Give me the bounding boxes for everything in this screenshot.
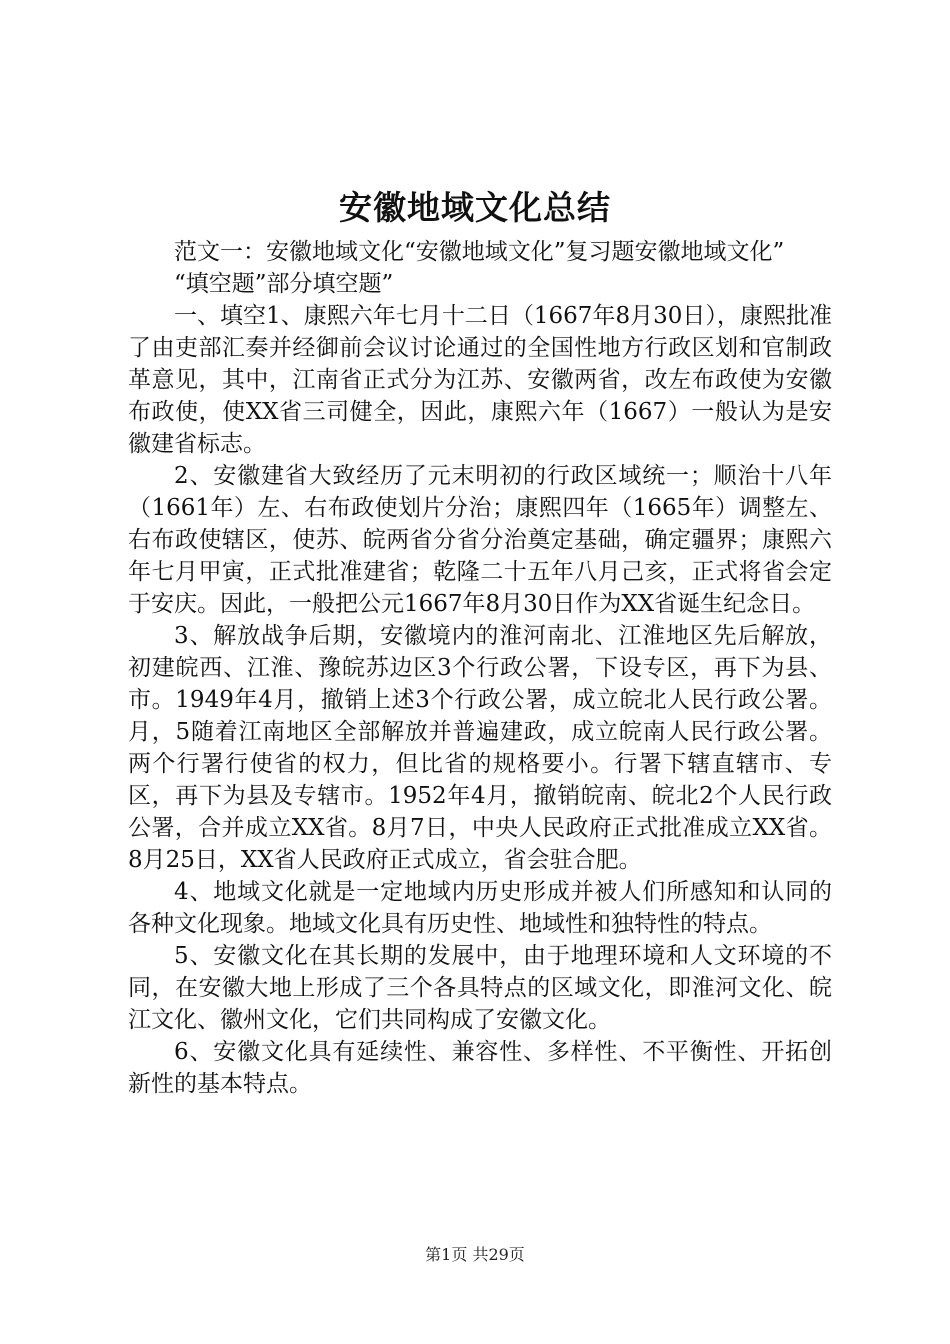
paragraph-item-2: 2、安徽建省大致经历了元末明初的行政区域统一；顺治十八年（1661年）左、右布政使划片分治；康熙四年（1665年）调整左、右布政使辖区，使苏、皖两省分省分治奠定基础，确定疆界；康熙六年七月甲寅，正式批准建省；乾隆二十五年八月己亥，正式将省会定于安庆。因此，一般把公元1667年8月30日作为XX省诞生纪念日。	[128, 463, 832, 617]
page-number-footer: 第1页 共29页	[425, 1245, 525, 1264]
paragraph-item-1: 一、填空1、康熙六年七月十二日（1667年8月30日），康熙批准了由吏部汇奏并经御前会议讨论通过的全国性地方行政区划和官制政革意见，其中，江南省正式分为江苏、安徽两省，改左布政使为安徽布政使，使XX省三司健全，因此，康熙六年（1667）一般认为是安徽建省标志。	[128, 303, 832, 457]
paragraph-item-6: 6、安徽文化具有延续性、兼容性、多样性、不平衡性、开拓创新性的基本特点。	[128, 1039, 832, 1097]
document-body	[128, 236, 832, 1100]
paragraph-item-3: 3、解放战争后期，安徽境内的淮河南北、江淮地区先后解放，初建皖西、江淮、豫皖苏边区3个行政公署，下设专区，再下为县、市。1949年4月，撤销上述3个行政公署，成立皖北人民行政公署。月，5随着江南地区全部解放并普遍建政，成立皖南人民行政公署。两个行署行使省的权力，但比省的规格要小。行署下辖直辖市、专区，再下为县及专辖市。1952年4月，撤销皖南、皖北2个人民行政公署，合并成立XX省。8月7日，中央人民政府正式批准成立XX省。8月25日，XX省人民政府正式成立，省会驻合肥。	[128, 623, 832, 873]
paragraph-section-heading: “填空题”部分填空题”	[174, 271, 394, 297]
paragraph-intro: 范文一：安徽地域文化“安徽地域文化”复习题安徽地域文化”	[174, 239, 785, 265]
document-title: 安徽地域文化总结	[339, 188, 611, 227]
paragraph-item-5: 5、安徽文化在其长期的发展中，由于地理环境和人文环境的不同，在安徽大地上形成了三个各具特点的区域文化，即淮河文化、皖江文化、徽州文化，它们共同构成了安徽文化。	[128, 943, 832, 1033]
paragraph-item-4: 4、地域文化就是一定地域内历史形成并被人们所感知和认同的各种文化现象。地域文化具有历史性、地域性和独特性的特点。	[128, 879, 832, 937]
